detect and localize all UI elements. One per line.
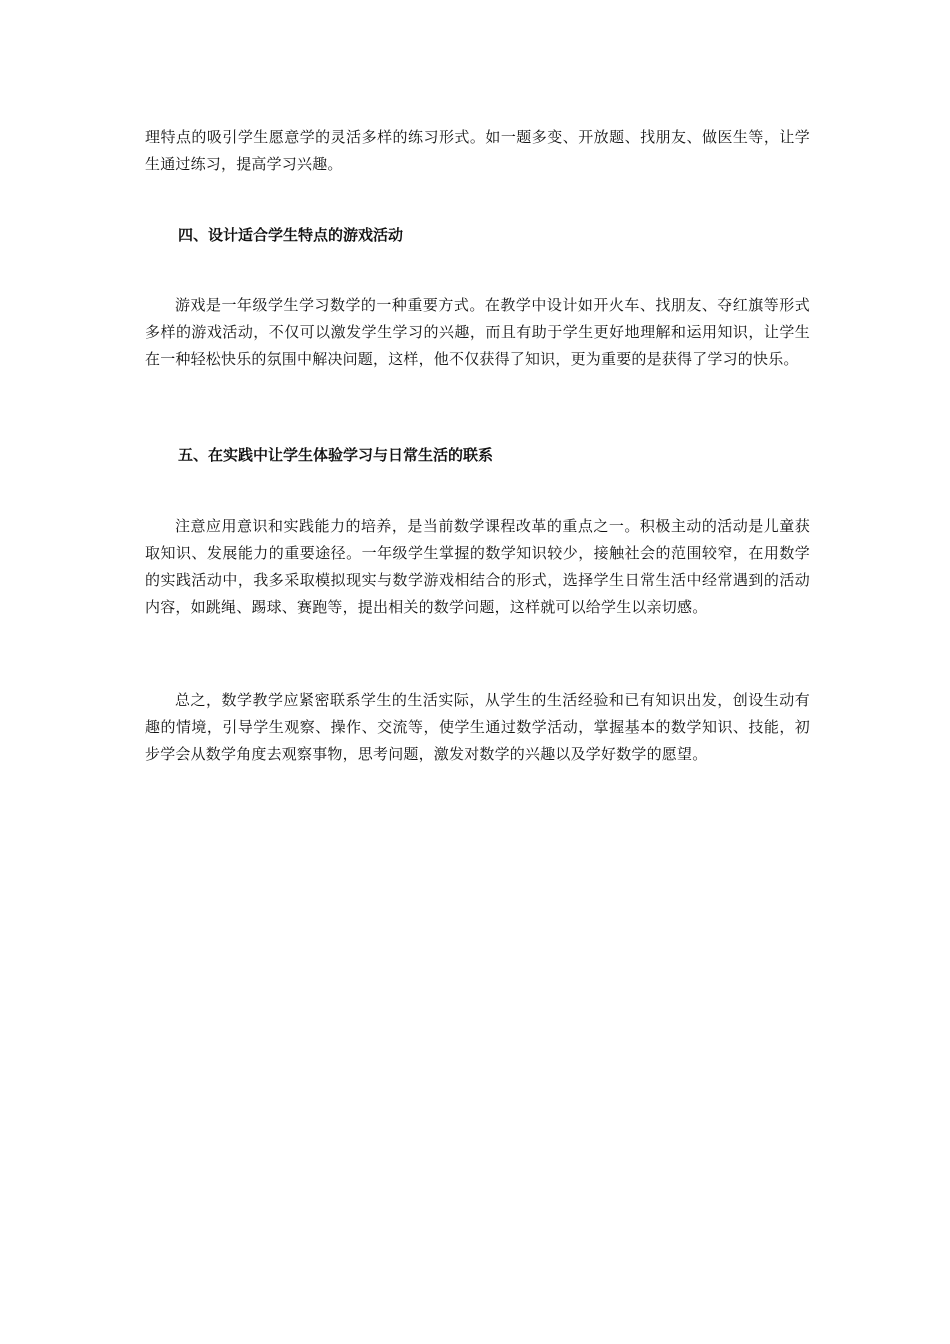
paragraph-continued: 理特点的吸引学生愿意学的灵活多样的练习形式。如一题多变、开放题、找朋友、做医生等，让学生通过练习，提高学习兴趣。 <box>145 128 810 173</box>
section-5-paragraph: 注意应用意识和实践能力的培养，是当前数学课程改革的重点之一。积极主动的活动是儿童获取知识、发展能力的重要途径。一年级学生掌握的数学知识较少，接触社会的范围较窄，在用数学的实践活动中，我多采取模拟现实与数学游戏相结合的形式，选择学生日常生活中经常遇到的活动内容，如跳绳、踢球、赛跑等，提出相关的数学问题，这样就可以给学生以亲切感。 <box>145 517 810 616</box>
section-4-heading: 四、设计适合学生特点的游戏活动 <box>178 226 404 244</box>
conclusion-paragraph: 总之，数学教学应紧密联系学生的生活实际，从学生的生活经验和已有知识出发，创设生动有趣的情境，引导学生观察、操作、交流等，使学生通过数学活动，掌握基本的数学知识、技能，初步学会从数学角度去观察事物，思考问题，激发对数学的兴趣以及学好数学的愿望。 <box>145 691 810 763</box>
section-5-heading: 五、在实践中让学生体验学习与日常生活的联系 <box>178 446 494 464</box>
section-4-paragraph: 游戏是一年级学生学习数学的一种重要方式。在教学中设计如开火车、找朋友、夺红旗等形式多样的游戏活动，不仅可以激发学生学习的兴趣，而且有助于学生更好地理解和运用知识，让学生在一种轻松快乐的氛围中解决问题，这样，他不仅获得了知识，更为重要的是获得了学习的快乐。 <box>145 296 810 368</box>
